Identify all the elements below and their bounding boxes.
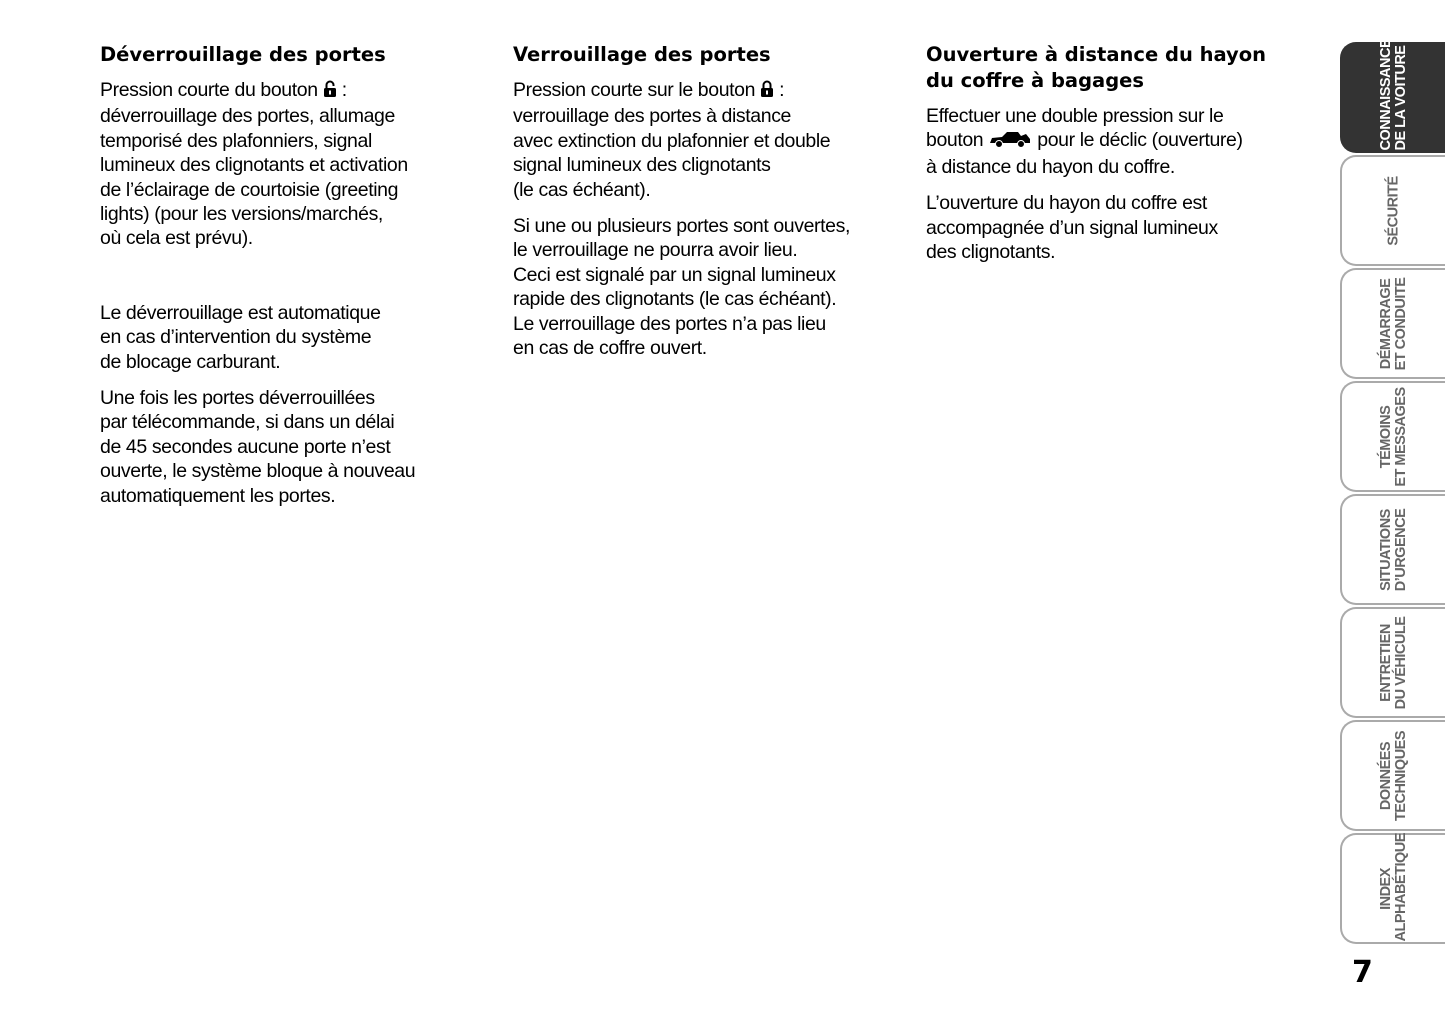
tab-index[interactable]: INDEX ALPHABÉTIQUE bbox=[1340, 833, 1445, 944]
column-trunk bbox=[926, 42, 1296, 276]
tab-donnees[interactable]: DONNÉES TECHNIQUES bbox=[1340, 720, 1445, 831]
tab-entretien[interactable]: ENTRETIEN DU VÉHICULE bbox=[1340, 607, 1445, 718]
section-title-unlocking: Déverrouillage des portes bbox=[100, 43, 386, 66]
paragraph-unlock-press: Pression courte du bouton : déverrouillage des portes, allumage temporisé des plafonniers, signal lumineux des clignotants et activation de l’éclairage de courtoisie (greeting lights) (pour les versions/marchés, où cela est prévu). bbox=[100, 79, 408, 250]
column-unlocking bbox=[100, 42, 460, 520]
section-title-trunk: Ouverture à distance du hayon du coffre à bagages bbox=[926, 43, 1267, 92]
paragraph-lock-press: Pression courte sur le bouton : verrouillage des portes à distance avec extinction du plafonnier et double signal lumineux des clignotants (le cas échéant). bbox=[513, 79, 831, 201]
column-locking bbox=[513, 42, 893, 372]
page-number: 7 bbox=[1352, 955, 1373, 990]
paragraph-trunk-press: Effectuer une double pression sur le bouton pour le déclic (ouverture) à distance du hayon du coffre. bbox=[926, 105, 1243, 178]
tab-securite[interactable]: SÉCURITÉ bbox=[1340, 155, 1445, 266]
section-title-locking: Verrouillage des portes bbox=[513, 43, 771, 66]
section-tabs bbox=[1340, 38, 1445, 944]
lock-padlock-icon bbox=[760, 80, 774, 104]
tab-temoins[interactable]: TÉMOINS ET MESSAGES bbox=[1340, 381, 1445, 492]
tab-connaissance[interactable]: CONNAISSANCE DE LA VOITURE bbox=[1340, 42, 1445, 153]
paragraph-auto-unlock: Le déverrouillage est automatique en cas d’intervention du système de blocage carburant. bbox=[100, 301, 381, 373]
paragraph-doors-open: Si une ou plusieurs portes sont ouvertes, le verrouillage ne pourra avoir lieu. Ceci est signalé par un signal lumineux rapide des clignotants (le cas échéant). Le verrouillage des portes n’a pas lieu en cas de coffre ouvert. bbox=[513, 215, 850, 360]
tab-demarrage[interactable]: DÉMARRAGE ET CONDUITE bbox=[1340, 268, 1445, 379]
unlock-padlock-icon bbox=[323, 80, 337, 104]
tab-situations[interactable]: SITUATIONS D’URGENCE bbox=[1340, 494, 1445, 605]
paragraph-relock: Une fois les portes déverrouillées par télécommande, si dans un délai de 45 secondes aucune porte n’est ouverte, le système bloque à nouveau automatiquement les portes. bbox=[100, 387, 416, 507]
car-trunk-icon bbox=[988, 130, 1032, 154]
paragraph-trunk-signal: L’ouverture du hayon du coffre est accompagnée d’un signal lumineux des clignotants. bbox=[926, 192, 1218, 264]
